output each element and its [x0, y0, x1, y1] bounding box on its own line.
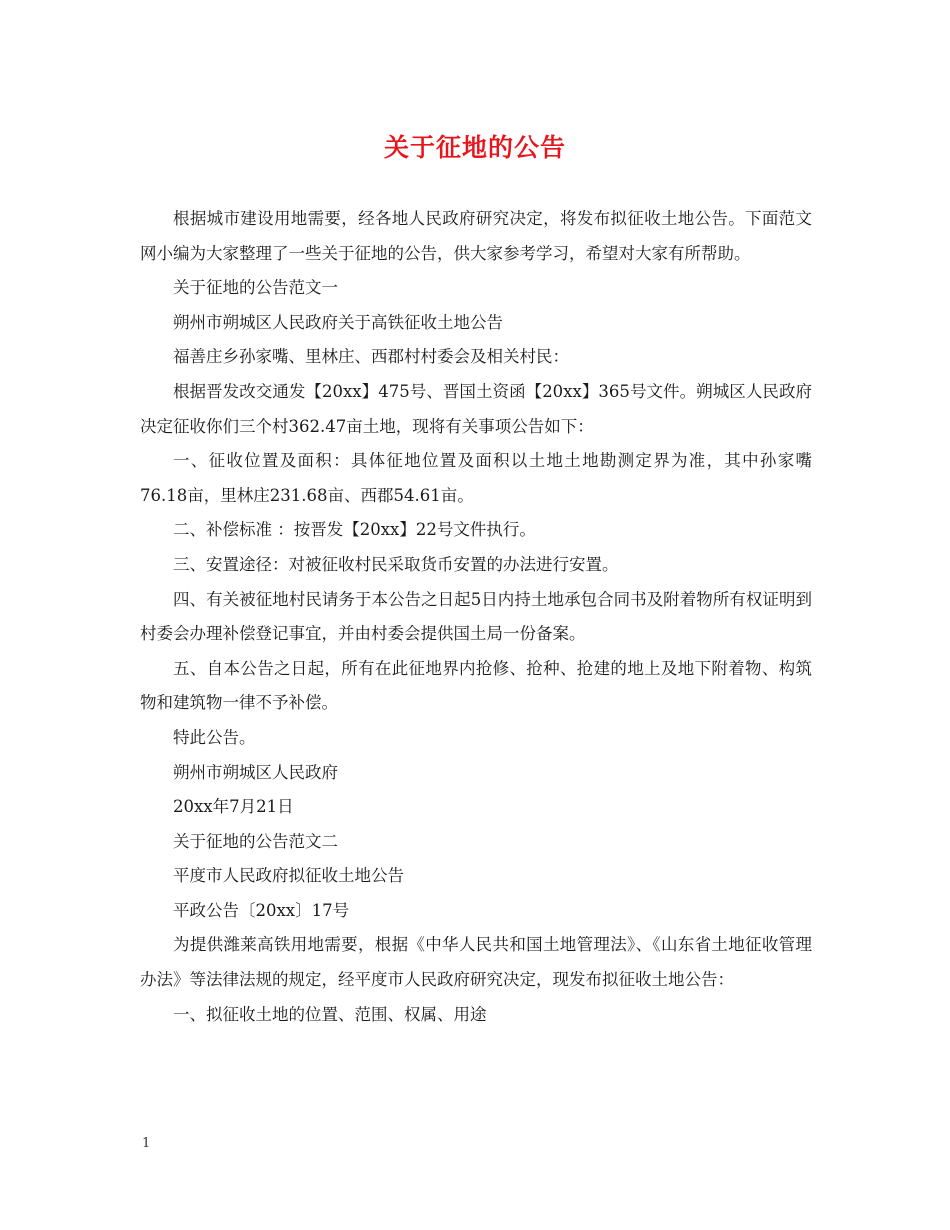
paragraph-sample-two-heading: 关于征地的公告范文二: [173, 831, 338, 851]
paragraph-sample-one-heading: 关于征地的公告范文一: [173, 278, 338, 298]
paragraph-notice-number: 平政公告〔20xx〕17号: [173, 900, 350, 920]
paragraph-basis-two: 为提供潍莱高铁用地需要，根据《中华人民共和国土地管理法》、《山东省土地征收管理办法》等法律法规的规定，经平度市人民政府研究决定，现发布拟征收土地公告：: [140, 935, 812, 990]
paragraph-notice-title-one: 朔州市朔城区人民政府关于高铁征收土地公告: [173, 312, 503, 332]
paragraph-item-two: 二、补偿标准 ：按晋发【20xx】22号文件执行。: [173, 520, 536, 540]
paragraph-item-five: 五、自本公告之日起，所有在此征地界内抢修、抢种、抢建的地上及地下附着物、构筑物和建筑物一律不予补偿。: [140, 658, 812, 713]
paragraph-item-one: 一、征收位置及面积：具体征地位置及面积以土地土地勘测定界为准，其中孙家嘴76.18亩，里林庄231.68亩、西郡54.61亩。: [140, 451, 812, 505]
paragraph-date: 20xx年7月21日: [173, 797, 294, 817]
paragraph-signatory: 朔州市朔城区人民政府: [173, 762, 338, 782]
paragraph-basis: 根据晋发改交通发【20xx】475号、晋国土资函【20xx】365号文件。朔城区人民政府决定征收你们三个村362.47亩土地，现将有关事项公告如下：: [140, 381, 812, 436]
paragraph-item-four: 四、有关被征地村民请务于本公告之日起5日内持土地承包合同书及附着物所有权证明到村委会办理补偿登记事宜，并由村委会提供国土局一份备案。: [140, 589, 812, 644]
paragraph-item-three: 三、安置途径：对被征收村民采取货币安置的办法进行安置。: [173, 554, 619, 574]
paragraph-addressee: 福善庄乡孙家嘴、里林庄、西郡村村委会及相关村民：: [173, 347, 569, 367]
document-title: 关于征地的公告: [383, 133, 566, 162]
paragraph-intro: 根据城市建设用地需要，经各地人民政府研究决定，将发布拟征收土地公告。下面范文网小编为大家整理了一些关于征地的公告，供大家参考学习，希望对大家有所帮助。: [140, 209, 812, 263]
document-body: [140, 202, 812, 1032]
page-number: 1: [142, 1136, 151, 1151]
paragraph-section-one: 一、拟征收土地的位置、范围、权属、用途: [173, 1004, 487, 1024]
paragraph-closing: 特此公告。: [173, 727, 256, 747]
paragraph-notice-title-two: 平度市人民政府拟征收土地公告: [173, 866, 404, 886]
